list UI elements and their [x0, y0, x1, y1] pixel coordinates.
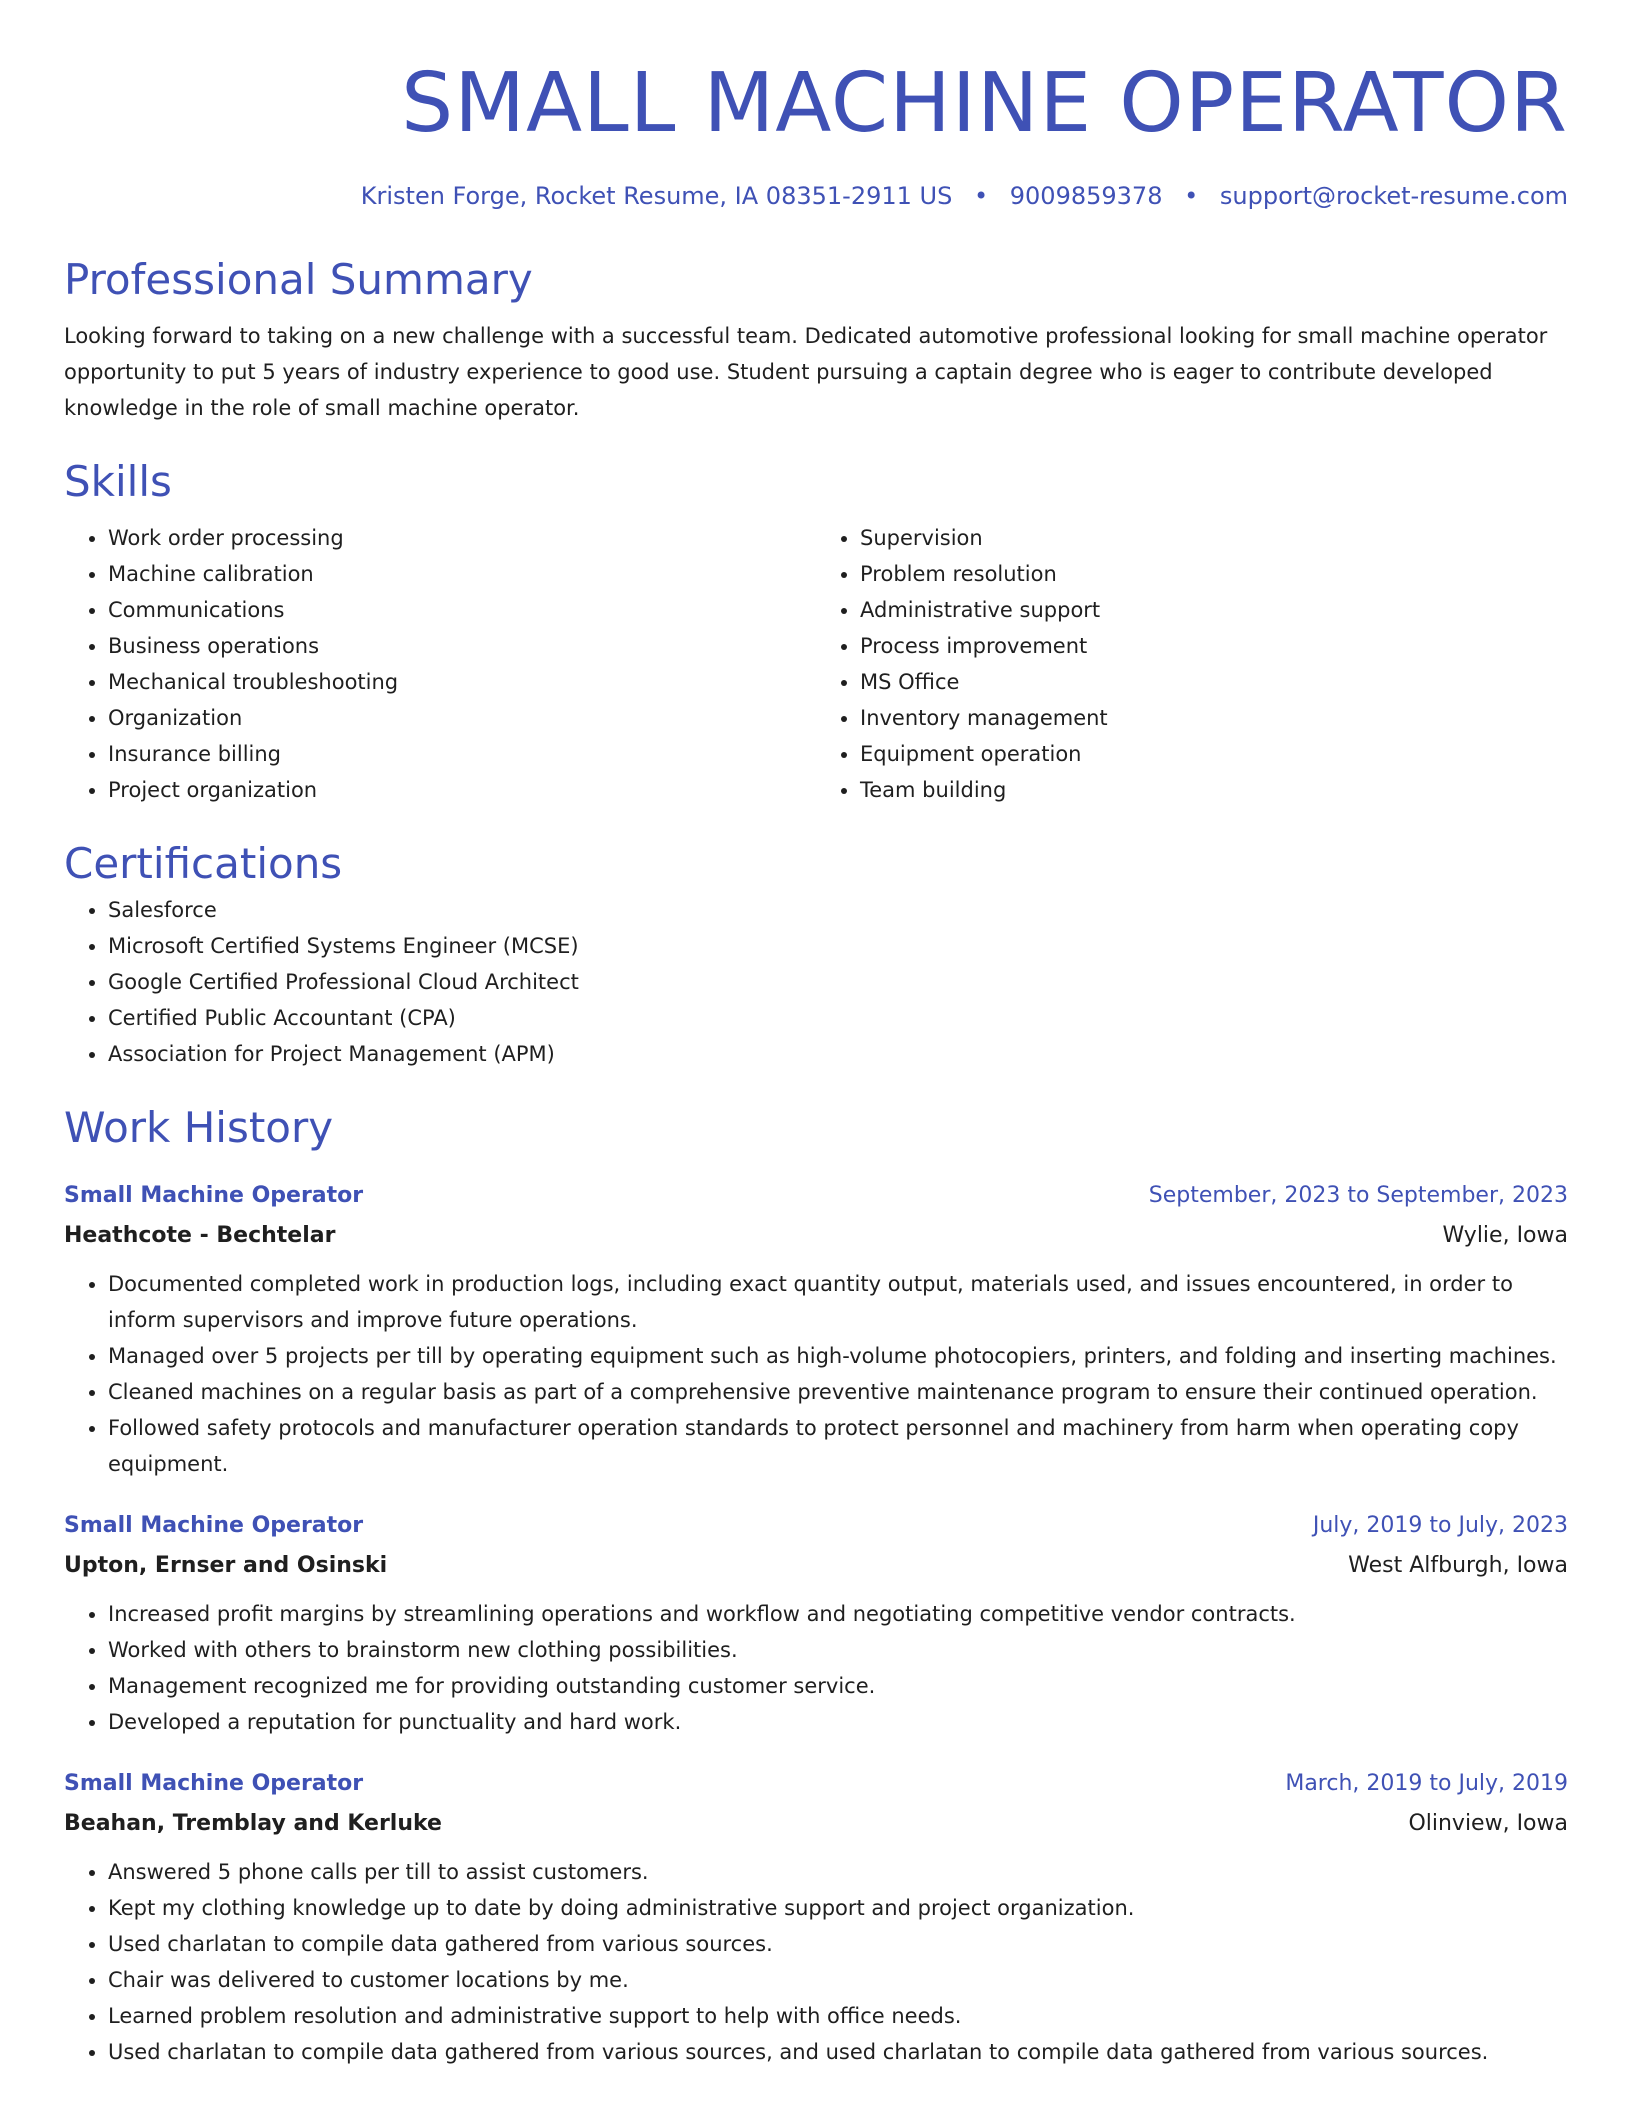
job-header [64, 1764, 1568, 1804]
certification-item: • Microsoft Certified Systems Engineer (MCSE) [108, 928, 1568, 964]
job-dates: July, 2019 to July, 2023 [1312, 1513, 1568, 1538]
contact-separator: • [973, 182, 989, 210]
certification-item: • Association for Project Management (APM) [108, 1036, 1568, 1072]
skill-item: • Business operations [108, 628, 816, 664]
job-subheader [64, 1804, 1568, 1844]
certification-item: • Salesforce [108, 892, 1568, 928]
contact-address: Kristen Forge, Rocket Resume, IA 08351-2911 US [360, 182, 953, 210]
skill-item: • MS Office [860, 664, 1568, 700]
skill-item: • Problem resolution [860, 556, 1568, 592]
job-header [64, 1506, 1568, 1546]
job-duty: • Used charlatan to compile data gathered from various sources, and used charlatan to compile data gathered from various sources. [108, 2034, 1568, 2070]
job-duty: • Increased profit margins by streamlining operations and workflow and negotiating competitive vendor contracts. [108, 1596, 1568, 1632]
summary-text: Looking forward to taking on a new challenge with a successful team. Dedicated automotive professional looking for small machine operator opportunity to put 5 years of industry experience to good use. Student pursuing a captain degree who is eager to contribute developed knowledge in the role of small machine operator. [64, 324, 1548, 420]
job-duty: • Learned problem resolution and administrative support to help with office needs. [108, 1998, 1568, 2034]
job-company: Heathcote - Bechtelar [64, 1223, 336, 1248]
certification-item: • Certified Public Accountant (CPA) [108, 1000, 1568, 1036]
job-location: Wylie, Iowa [1442, 1223, 1568, 1248]
job-header [64, 1176, 1568, 1216]
skill-item: • Project organization [108, 772, 816, 808]
job-duty: • Used charlatan to compile data gathered from various sources. [108, 1926, 1568, 1962]
job-duties [64, 1854, 1568, 2070]
job-duty: • Kept my clothing knowledge up to date by doing administrative support and project organization. [108, 1890, 1568, 1926]
job-duty: • Followed safety protocols and manufacturer operation standards to protect personnel and machinery from harm when operating copy equipment. [108, 1410, 1568, 1482]
job-entry [64, 1176, 1568, 1482]
contact-line [64, 180, 1568, 212]
work-history-heading: Work History [64, 1103, 334, 1152]
job-role: Small Machine Operator [64, 1183, 364, 1208]
skill-item: • Equipment operation [860, 736, 1568, 772]
job-location: Olinview, Iowa [1408, 1811, 1568, 1836]
skills-column-right [816, 520, 1568, 808]
job-dates: March, 2019 to July, 2019 [1285, 1771, 1568, 1796]
job-duty: • Cleaned machines on a regular basis as part of a comprehensive preventive maintenance program to ensure their continued operation. [108, 1374, 1568, 1410]
skill-item: • Machine calibration [108, 556, 816, 592]
skill-item: • Inventory management [860, 700, 1568, 736]
job-entry [64, 1506, 1568, 1740]
skill-item: • Work order processing [108, 520, 816, 556]
skill-item: • Administrative support [860, 592, 1568, 628]
contact-email: support@rocket-resume.com [1219, 182, 1568, 210]
job-duty: • Worked with others to brainstorm new clothing possibilities. [108, 1632, 1568, 1668]
job-role: Small Machine Operator [64, 1771, 364, 1796]
job-duty: • Documented completed work in production logs, including exact quantity output, materials used, and issues encountered, in order to inform supervisors and improve future operations. [108, 1266, 1568, 1338]
job-company: Beahan, Tremblay and Kerluke [64, 1811, 442, 1836]
certifications-list [64, 892, 1568, 1072]
job-dates: September, 2023 to September, 2023 [1148, 1183, 1568, 1208]
skill-item: • Communications [108, 592, 816, 628]
skill-item: • Supervision [860, 520, 1568, 556]
job-company: Upton, Ernser and Osinski [64, 1553, 388, 1578]
job-duty: • Management recognized me for providing outstanding customer service. [108, 1668, 1568, 1704]
resume-title: SMALL MACHINE OPERATOR [401, 56, 1568, 151]
contact-separator: • [1184, 182, 1199, 210]
job-duty: • Developed a reputation for punctuality and hard work. [108, 1704, 1568, 1740]
contact-phone: 9009859378 [1009, 182, 1163, 210]
skills-heading: Skills [64, 457, 172, 506]
job-role: Small Machine Operator [64, 1513, 364, 1538]
job-duty: • Managed over 5 projects per till by operating equipment such as high-volume photocopiers, printers, and folding and inserting machines. [108, 1338, 1568, 1374]
certification-item: • Google Certified Professional Cloud Architect [108, 964, 1568, 1000]
job-duties [64, 1596, 1568, 1740]
skill-item: • Organization [108, 700, 816, 736]
job-subheader [64, 1546, 1568, 1586]
job-subheader [64, 1216, 1568, 1256]
skills-list [64, 520, 1568, 808]
skill-item: • Process improvement [860, 628, 1568, 664]
skill-item: • Mechanical troubleshooting [108, 664, 816, 700]
job-location: West Alfburgh, Iowa [1348, 1553, 1568, 1578]
skill-item: • Team building [860, 772, 1568, 808]
job-entry [64, 1764, 1568, 2070]
job-duty: • Answered 5 phone calls per till to assist customers. [108, 1854, 1568, 1890]
skills-column-left [64, 520, 816, 808]
certifications-heading: Certifications [64, 839, 343, 888]
job-duties [64, 1266, 1568, 1482]
summary-heading: Professional Summary [64, 255, 533, 304]
job-duty: • Chair was delivered to customer locations by me. [108, 1962, 1568, 1998]
skill-item: • Insurance billing [108, 736, 816, 772]
